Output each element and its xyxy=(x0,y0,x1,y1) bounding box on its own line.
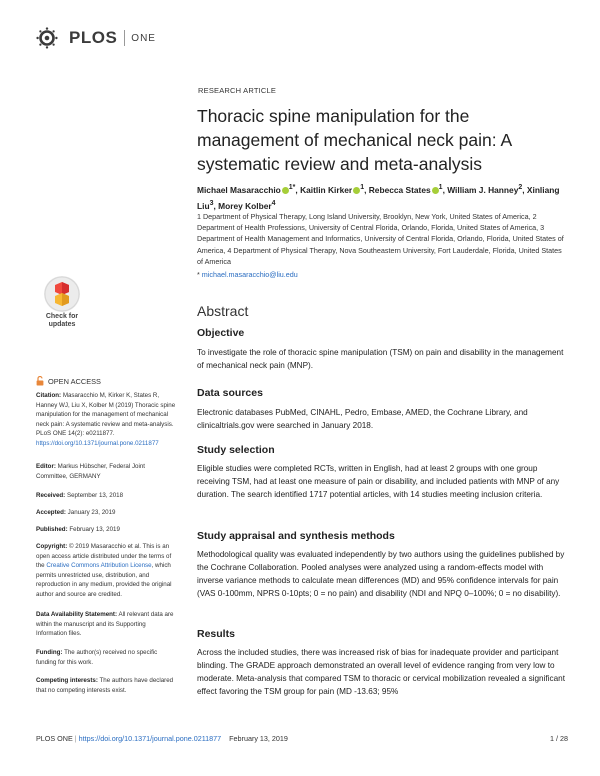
logo-divider xyxy=(124,30,125,46)
article-type: RESEARCH ARTICLE xyxy=(198,86,277,95)
study-selection-text: Eligible studies were completed RCTs, written in English, had at least 2 groups with one group receiving TSM, had at least one measure of pain or disability, and included patients with MNP of any duration. The search identified 1717 potential articles, with 14 studies meeting inclusion criteria. xyxy=(197,464,560,499)
citation-text: Masaracchio M, Kirker K, States R, Hanney WJ, Liu X, Kolber M (2019) Thoracic spine manipulation for the management of mechanical neck pain: A systematic review and meta-analysis. PLoS ONE 14(2): e0211877. xyxy=(36,392,176,438)
check-for-updates-label: Check for updates xyxy=(45,313,79,328)
competing-interests-text: The authors have declared that no competing interests exist. xyxy=(36,677,174,694)
objective-heading: Objective xyxy=(197,327,245,339)
editor-text: Markus Hübscher, Federal Joint Committee, GERMANY xyxy=(36,463,146,480)
journal-logo[interactable] xyxy=(36,26,156,50)
author-affiliation-marker: 1 xyxy=(360,184,365,191)
objective-text: To investigate the role of thoracic spine manipulation (TSM) on pain and disability in the management of mechanical neck pain (MNP). xyxy=(197,348,564,370)
author-affiliation-marker: 4 xyxy=(271,199,276,207)
published-date: February 13, 2019 xyxy=(69,526,120,533)
received-label: Received: xyxy=(36,492,66,499)
author-name[interactable]: Rebecca States xyxy=(368,184,431,195)
competing-interests-block xyxy=(36,676,176,695)
accepted-label: Accepted: xyxy=(36,509,66,516)
study-selection-heading: Study selection xyxy=(197,444,275,456)
check-for-updates-badge[interactable] xyxy=(38,276,86,326)
results-text: Across the included studies, there was increased risk of bias for inadequate provider and participant blinding. The GRADE approach demonstrated an overall level of evidence ranging from very low to moderate. Meta-analysis that compared TSM to thoracic or cervical mobilization revealed a significant effect favoring the TSM group for pain (MD -13.63; 95% xyxy=(197,648,565,696)
footer-journal: PLOS ONE xyxy=(36,734,73,743)
journal-name: ONE xyxy=(131,32,156,44)
orcid-icon[interactable] xyxy=(432,187,439,194)
open-access-label: OPEN ACCESS xyxy=(48,376,101,386)
copyright-text-continued: , which permits unrestricted use, distribution, and reproduction in any medium, provided the original author and source are credited. xyxy=(36,562,172,598)
author-name[interactable]: Michael Masaracchio xyxy=(197,184,281,195)
funding-block xyxy=(36,648,176,667)
author-affiliation-marker: 3 xyxy=(209,199,214,207)
citation-doi-link[interactable]: https://doi.org/10.1371/journal.pone.0211877 xyxy=(36,439,159,447)
page-number: 1 / 28 xyxy=(550,734,568,743)
copyright-text: © 2019 Masaracchio et al. This is an open access article distributed under the terms of the xyxy=(36,543,172,570)
received-date: September 13, 2018 xyxy=(66,492,124,499)
competing-interests-label: Competing interests: xyxy=(36,677,98,684)
author-affiliation-marker: 1* xyxy=(288,184,296,191)
funding-text: The author(s) received no specific funding for this work. xyxy=(36,649,158,666)
data-availability-label: Data Availability Statement: xyxy=(36,611,118,618)
editor-block xyxy=(36,462,176,481)
data-sources-heading: Data sources xyxy=(197,387,263,399)
footer-doi-link[interactable]: https://doi.org/10.1371/journal.pone.0211877 xyxy=(78,734,222,743)
accepted-date: January 23, 2019 xyxy=(67,509,116,516)
footer-divider: | xyxy=(74,734,77,743)
plos-logo-icon xyxy=(36,27,66,49)
check-for-updates-icon xyxy=(44,276,80,312)
brand-name: PLOS xyxy=(69,28,118,47)
page-footer xyxy=(36,734,288,743)
footer-date: February 13, 2019 xyxy=(229,734,288,743)
funding-label: Funding: xyxy=(36,649,63,656)
open-lock-icon xyxy=(36,376,44,386)
orcid-icon[interactable] xyxy=(282,187,289,194)
citation-block xyxy=(36,391,176,449)
accepted-block xyxy=(36,508,176,518)
author-name[interactable]: Kaitlin Kirker xyxy=(300,184,353,195)
editor-label: Editor: xyxy=(36,463,56,470)
author-name[interactable]: Morey Kolber xyxy=(218,200,272,211)
abstract-heading: Abstract xyxy=(197,303,249,319)
article-title: Thoracic spine manipulation for the management of mechanical neck pain: A systematic review and meta-analysis xyxy=(197,106,512,174)
data-availability-text: All relevant data are within the manuscript and its Supporting Information files. xyxy=(36,611,174,638)
data-sources-text: Electronic databases PubMed, CINAHL, Pedro, Embase, AMED, the Cochrane Library, and clinicaltrials.gov were searched in January 2018. xyxy=(197,408,528,430)
email-prefix: * xyxy=(197,270,202,279)
appraisal-heading: Study appraisal and synthesis methods xyxy=(197,530,395,542)
appraisal-text: Methodological quality was evaluated independently by two authors using the guidelines published by the Cochrane Collaboration. Pooled analyses were analyzed using a random-effects model with inverse variance methods to calculate mean differences (MD) and 95% confidence intervals for pain (VAS 0-100mm, NPRS 0-10pts; 0 = no pain) and disability (NDI and NPQ 0–100%; 0 = no disability). xyxy=(197,550,565,598)
received-block xyxy=(36,491,176,501)
license-link[interactable]: Creative Commons Attribution License xyxy=(46,562,152,570)
results-heading: Results xyxy=(197,628,235,640)
open-access-indicator xyxy=(36,376,101,386)
published-label: Published: xyxy=(36,526,68,533)
affiliations: 1 Department of Physical Therapy, Long Island University, Brooklyn, New York, United States of America, 2 Department of Health Professions, University of Central Florida, Orlando, Florida, United States of America, 3 Department of Health Management and Informatics, University of Central Florida, Orlando, Florida, United States of America, 4 Department of Physical Therapy, Nova Southeastern University, Fort Lauderdale, Florida, United States of America xyxy=(197,212,564,266)
author-affiliation-marker: 2 xyxy=(518,184,523,191)
published-block xyxy=(36,525,176,535)
data-availability-block xyxy=(36,610,176,639)
copyright-label: Copyright: xyxy=(36,543,68,550)
copyright-block xyxy=(36,542,176,600)
email-link[interactable]: michael.masaracchio@liu.edu xyxy=(201,270,298,279)
author-name[interactable]: Xinliang Liu xyxy=(197,184,560,211)
author-name[interactable]: William J. Hanney xyxy=(447,184,519,195)
corresponding-email xyxy=(197,270,298,279)
citation-label: Citation: xyxy=(36,392,62,399)
author-list: Michael Masaracchio $^{1*}$, Kaitlin Kirker $^1$, Rebecca States $^1$, William J. Hanney$^2$, Xinliang Liu$^3$, Morey Kolber$^4$ xyxy=(197,184,560,211)
author-affiliation-marker: 1 xyxy=(438,184,443,191)
